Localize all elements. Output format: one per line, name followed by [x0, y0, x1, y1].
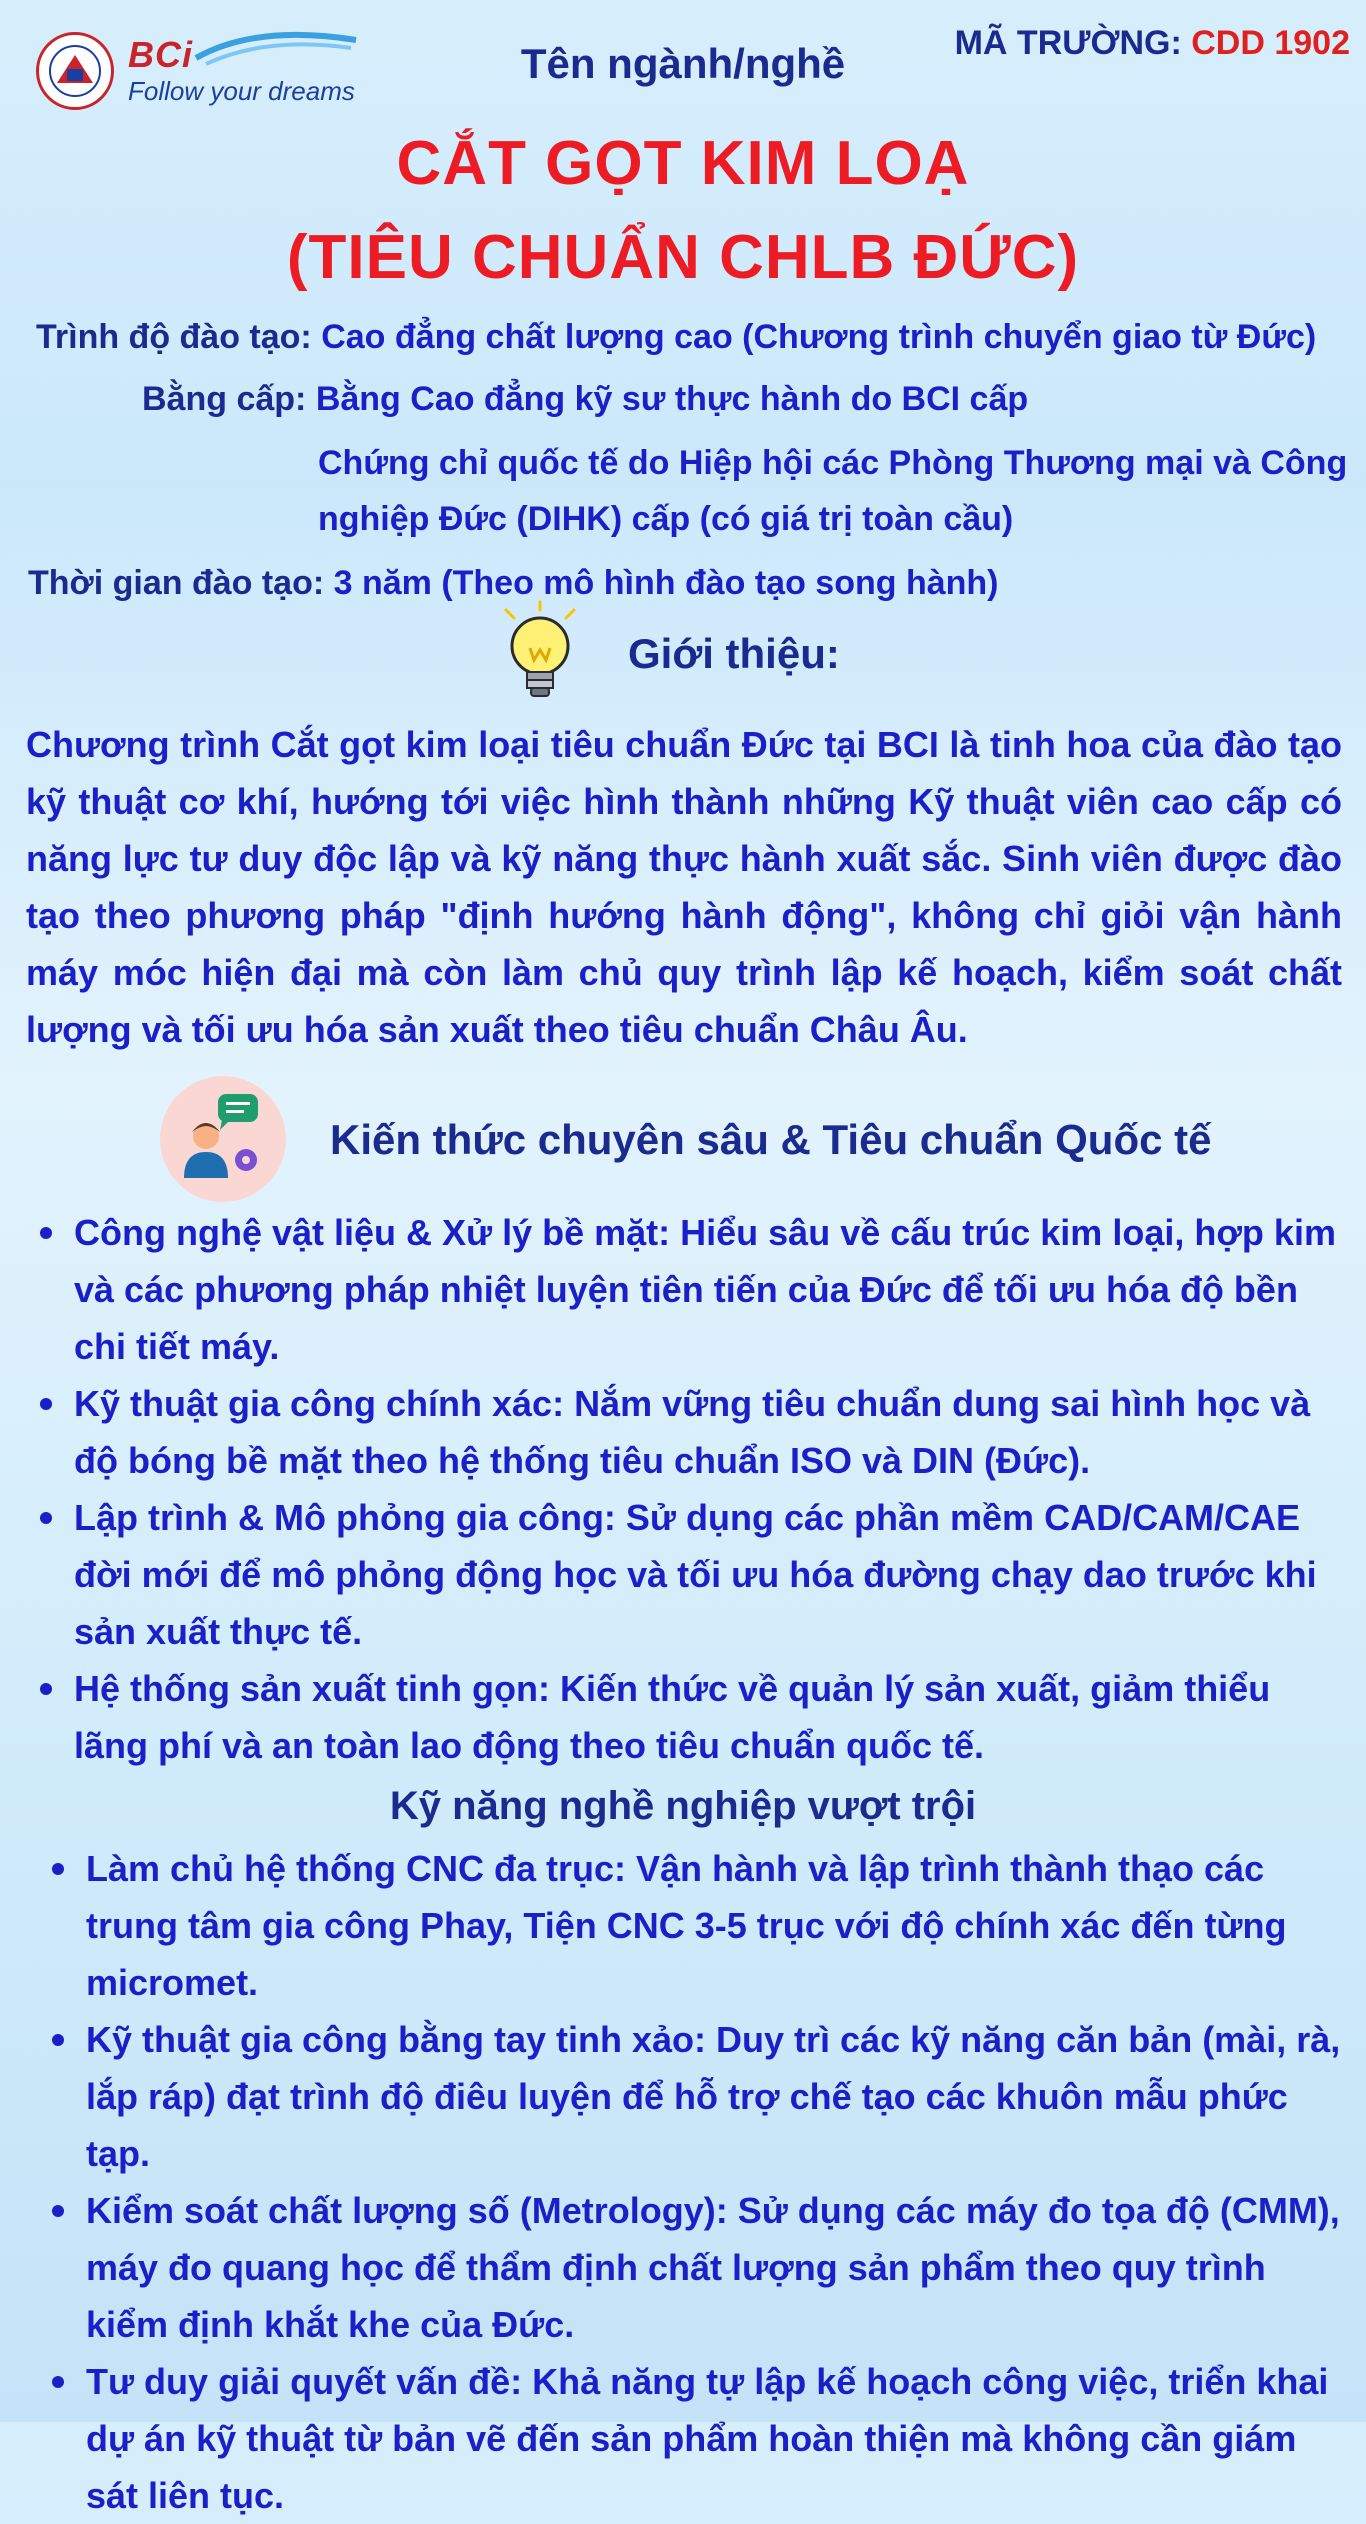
info-bang-cap [142, 380, 1028, 419]
list-item: Kiểm soát chất lượng số (Metrology): Sử dụng các máy đo tọa độ (CMM), máy đo quang học để thẩm định chất lượng sản phẩm theo quy trình kiểm định khắt khe của Đức. [42, 2182, 1342, 2353]
info-trinh-do [36, 318, 1316, 357]
bang-cap-label: Bằng cấp: [142, 380, 307, 418]
ky-nang-list [42, 1840, 1342, 2524]
bang-cap-value-2-line2: nghiệp Đức (DIHK) cấp (có giá trị toàn cầu) [318, 500, 1014, 538]
list-item: Kỹ thuật gia công chính xác: Nắm vững tiêu chuẩn dung sai hình học và độ bóng bề mặt theo hệ thống tiêu chuẩn ISO và DIN (Đức). [30, 1375, 1336, 1489]
thoi-gian-label: Thời gian đào tạo: [28, 564, 325, 602]
ky-nang-heading: Kỹ năng nghề nghiệp vượt trội [389, 1784, 977, 1828]
trinh-do-label: Trình độ đào tạo: [36, 318, 312, 356]
kien-thuc-heading: Kiến thức chuyên sâu & Tiêu chuẩn Quốc tế [330, 1116, 1212, 1163]
logo-tagline: Follow your dreams [128, 76, 355, 106]
lightbulb-icon [500, 608, 580, 708]
bang-cap-value-1: Bằng Cao đẳng kỹ sư thực hành do BCI cấp [315, 380, 1029, 418]
program-label: Tên ngành/nghề [520, 40, 846, 87]
list-item: Công nghệ vật liệu & Xử lý bề mặt: Hiểu sâu về cấu trúc kim loại, hợp kim và các phương pháp nhiệt luyện tiên tiến của Đức để tối ưu hóa độ bền chi tiết máy. [30, 1204, 1336, 1375]
list-item: Lập trình & Mô phỏng gia công: Sử dụng các phần mềm CAD/CAM/CAE đời mới để mô phỏng động học và tối ưu hóa đường chạy dao trước khi sản xuất thực tế. [30, 1489, 1336, 1660]
list-item: Tư duy giải quyết vấn đề: Khả năng tự lập kế hoạch công việc, triển khai dự án kỹ thuật từ bản vẽ đến sản phẩm hoàn thiện mà không cần giám sát liên tục. [42, 2353, 1342, 2524]
trinh-do-value: Cao đẳng chất lượng cao (Chương trình chuyển giao từ Đức) [321, 318, 1317, 356]
logo-name: BCi [128, 34, 193, 75]
gioi-thieu-body: Chương trình Cắt gọt kim loại tiêu chuẩn Đức tại BCI là tinh hoa của đào tạo kỹ thuật cơ khí, hướng tới việc hình thành những Kỹ thuật viên cao cấp có năng lực tư duy độc lập và kỹ năng thực hành xuất sắc. Sinh viên được đào tạo theo phương pháp "định hướng hành động", không chỉ giỏi vận hành máy móc hiện đại mà còn làm chủ quy trình lập kế hoạch, kiểm soát chất lượng và tối ưu hóa sản xuất theo tiêu chuẩn Châu Âu. [26, 724, 1342, 1050]
school-code-value: CDD 1902 [1191, 24, 1350, 62]
program-title-line1: CẮT GỌT KIM LOẠ [396, 129, 970, 198]
bang-cap-value-2-line1: Chứng chỉ quốc tế do Hiệp hội các Phòng Thương mại và Công [318, 444, 1348, 482]
program-title-line2: (TIÊU CHUẨN CHLB ĐỨC) [286, 223, 1080, 292]
info-thoi-gian [28, 564, 999, 603]
kien-thuc-list [30, 1204, 1336, 1774]
list-item: Hệ thống sản xuất tinh gọn: Kiến thức về quản lý sản xuất, giảm thiểu lãng phí và an toàn lao động theo tiêu chuẩn quốc tế. [30, 1660, 1336, 1774]
school-code-label: MÃ TRƯỜNG: [954, 24, 1182, 62]
consultant-avatar-icon [160, 1076, 286, 1202]
list-item: Làm chủ hệ thống CNC đa trục: Vận hành và lập trình thành thạo các trung tâm gia công Phay, Tiện CNC 3-5 trục với độ chính xác đến từng micromet. [42, 1840, 1342, 2011]
thoi-gian-value: 3 năm (Theo mô hình đào tạo song hành) [333, 564, 999, 602]
list-item: Kỹ thuật gia công bằng tay tinh xảo: Duy trì các kỹ năng căn bản (mài, rà, lắp ráp) đạt trình độ điêu luyện để hỗ trợ chế tạo các khuôn mẫu phức tạp. [42, 2011, 1342, 2182]
gioi-thieu-heading: Giới thiệu: [628, 630, 840, 677]
